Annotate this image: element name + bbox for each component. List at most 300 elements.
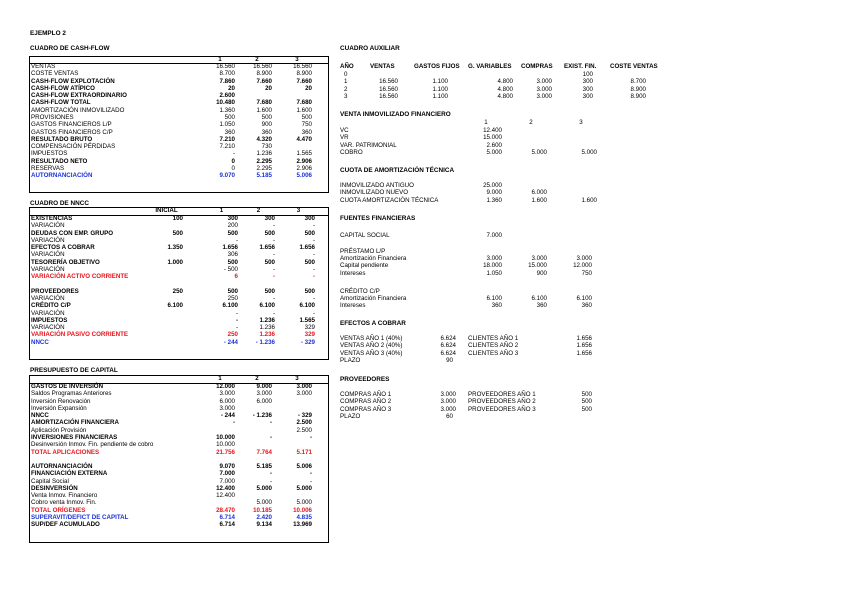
presupuesto-row-label: Desinversión Inmov. Fin. pendiente de cobro — [31, 441, 154, 449]
cashflow-row-label: PROVISIONES — [31, 113, 74, 121]
presupuesto-cell: - — [269, 470, 272, 478]
nncc-cell: - — [272, 222, 275, 230]
cashflow-cell: 2.295 — [256, 157, 272, 165]
cashflow-cell: 4.470 — [296, 135, 312, 143]
nncc-cell: - — [272, 251, 275, 259]
presupuesto-cell: 10.000 — [216, 433, 235, 441]
proveedores-row-label2: PROVEEDORES AÑO 1 — [468, 391, 536, 398]
credito-row-label: Intereses — [340, 302, 366, 310]
cashflow-cell: 0 — [231, 157, 235, 165]
cashflow-cell: 2.906 — [296, 157, 312, 165]
presupuesto-cell: 3.000 — [296, 383, 312, 390]
inmov-fin-col-header: 2 — [529, 119, 533, 126]
auxiliar-cell: 3.000 — [536, 92, 552, 100]
cashflow-cell: 8.700 — [219, 70, 235, 78]
auxiliar-col-header: VENTAS — [370, 63, 395, 70]
cashflow-cell: 2.600 — [219, 92, 235, 100]
cashflow-cell: 360 — [301, 128, 312, 136]
nncc-row-label: VARIACIÓN — [31, 236, 65, 244]
nncc-row-label: EXISTENCIAS — [31, 215, 73, 222]
nncc-row-label: VARIACIÓN PASIVO CORRIENTE — [31, 331, 129, 339]
nncc-cell: 1.000 — [167, 258, 183, 266]
presupuesto-row-label: SUP/DEF ACUMULADO — [31, 521, 100, 529]
presupuesto-row-label: TOTAL ORÍGENES — [31, 506, 86, 514]
cashflow-cell: 16.560 — [293, 63, 312, 70]
cashflow-cell: 7.210 — [219, 135, 235, 143]
presupuesto-cell: 13.969 — [293, 521, 312, 529]
amort-row-label: CUOTA AMORTIZACIÓN TÉCNICA — [340, 196, 439, 204]
cashflow-cell: 7.680 — [296, 99, 312, 107]
nncc-border — [29, 207, 329, 360]
amort-cell: 1.360 — [486, 196, 502, 204]
presupuesto-cell: 9.134 — [256, 521, 272, 529]
nncc-row-label: VARIACIÓN ACTIVO CORRIENTE — [31, 273, 129, 281]
presupuesto-col-header: 1 — [218, 375, 222, 382]
presupuesto-cell: - — [269, 433, 272, 441]
cashflow-cell: 16.560 — [253, 63, 272, 70]
prestamo-cell: 3.000 — [576, 255, 592, 262]
presupuesto-row-label: AUTORNANCIACIÓN — [31, 463, 93, 471]
presupuesto-row-label: NNCC — [31, 412, 49, 420]
nncc-row-label: EFECTOS A COBRAR — [31, 244, 95, 252]
efectos-plazo-label: PLAZO — [340, 356, 361, 364]
cashflow-cell: 500 — [224, 113, 235, 121]
auxiliar-cell: 8.900 — [630, 92, 646, 100]
cashflow-cell: 4.320 — [256, 135, 272, 143]
cashflow-cell: 500 — [261, 113, 272, 121]
amort-cell: 6.000 — [531, 189, 547, 197]
inmov-fin-cell: 2.600 — [486, 141, 502, 149]
credito-cell: 360 — [491, 302, 502, 310]
cashflow-row-label: CASH-FLOW ATÍPICO — [31, 84, 95, 92]
auxiliar-cell: 4.800 — [497, 78, 513, 86]
nncc-cell: - — [312, 265, 315, 273]
nncc-cell: 500 — [227, 229, 238, 237]
presupuesto-row-label: Cobro venta Inmov. Fin. — [31, 499, 97, 507]
efectos-cell2: 1.656 — [576, 349, 592, 357]
cashflow-cell: 1.600 — [256, 106, 272, 114]
proveedores-row-label2: PROVEEDORES AÑO 3 — [468, 405, 536, 413]
cashflow-cell: 7.680 — [256, 99, 272, 107]
nncc-cell: 1.236 — [259, 324, 275, 332]
auxiliar-cell: 16.560 — [379, 92, 398, 100]
presupuesto-cell: 5.000 — [256, 499, 272, 507]
nncc-row-label: VARIACIÓN — [31, 265, 65, 273]
cashflow-cell: 9.070 — [219, 172, 235, 180]
rule-line — [29, 63, 329, 64]
presupuesto-row-label: AMORTIZACIÓN FINANCIERA — [31, 419, 119, 427]
nncc-cell: 6.100 — [259, 302, 275, 310]
nncc-row-label: TESORERÍA OBJETIVO — [31, 258, 100, 266]
presupuesto-cell: 7.000 — [219, 470, 235, 478]
auxiliar-cell: 1 — [344, 78, 348, 86]
presupuesto-row-label: FINANCIACIÓN EXTERNA — [31, 470, 108, 478]
cashflow-cell: 1.050 — [219, 121, 235, 129]
nncc-cell: 100 — [172, 215, 183, 222]
presupuesto-row-label: DESINVERSIÓN — [31, 484, 78, 492]
nncc-row-label: VARIACIÓN — [31, 251, 65, 259]
nncc-cell: - — [235, 316, 238, 324]
inmov-fin-col-header: 3 — [579, 119, 583, 126]
nncc-row-label: VARIACIÓN — [31, 324, 65, 332]
auxiliar-cell: 0 — [344, 71, 348, 78]
nncc-row-label: PROVEEDORES — [31, 287, 79, 295]
presupuesto-row-label: Inversión Expansión — [31, 404, 87, 412]
nncc-cell: 500 — [264, 229, 275, 237]
auxiliar-cell: 1.100 — [432, 92, 448, 100]
auxiliar-col-header: COMPRAS — [521, 63, 553, 70]
proveedores-title: PROVEEDORES — [340, 376, 390, 383]
presupuesto-cell: 28.470 — [216, 506, 235, 514]
nncc-cell: 500 — [304, 229, 315, 237]
cashflow-cell: 500 — [301, 113, 312, 121]
presupuesto-cell: 6.000 — [256, 397, 272, 405]
nncc-cell: 1.565 — [299, 316, 315, 324]
auxiliar-cell: 300 — [582, 78, 593, 86]
auxiliar-cell: 8.700 — [630, 78, 646, 86]
efectos-cell2: 1.656 — [576, 335, 592, 342]
cashflow-cell: - — [232, 150, 235, 158]
proveedores-plazo-label: PLAZO — [340, 412, 361, 420]
prestamo-cell: 18.000 — [483, 262, 502, 270]
nncc-cell: 306 — [227, 251, 238, 259]
presupuesto-cell: 3.000 — [219, 390, 235, 398]
inmov-fin-cell: 5.000 — [581, 148, 597, 156]
inmov-fin-cell: 12.400 — [483, 127, 502, 134]
inmov-fin-row-label: COBRO — [340, 148, 363, 156]
presupuesto-cell: 5.000 — [296, 499, 312, 507]
auxiliar-cell: 2 — [344, 85, 348, 93]
nncc-cell: 500 — [227, 287, 238, 295]
presupuesto-cell: - — [232, 419, 235, 427]
presupuesto-row-label: GASTOS DE INVERSIÓN — [31, 383, 104, 390]
presupuesto-col-header: 2 — [255, 375, 259, 382]
cashflow-row-label: COMPENSACIÓN PÉRDIDAS — [31, 143, 116, 151]
efectos-title: EFECTOS A COBRAR — [340, 320, 406, 327]
presupuesto-cell: 3.000 — [256, 390, 272, 398]
nncc-col-header: INICIAL — [155, 207, 178, 214]
cashflow-border — [29, 56, 329, 193]
proveedores-row-label: COMPRAS AÑO 2 — [340, 398, 392, 406]
cashflow-cell: 750 — [301, 121, 312, 129]
cashflow-cell: 360 — [224, 128, 235, 136]
nncc-cell: - 244 — [223, 338, 238, 346]
presupuesto-cell: - — [269, 477, 272, 485]
presupuesto-cell: 3.000 — [296, 390, 312, 398]
presupuesto-cell: 6.714 — [219, 521, 235, 529]
nncc-cell: 500 — [264, 258, 275, 266]
presupuesto-cell: 2.500 — [296, 426, 312, 434]
presupuesto-row-label: SUPERAVIT/DEFICT DE CAPITAL — [31, 514, 129, 522]
efectos-row-label: VENTAS AÑO 1 (40%) — [340, 335, 403, 342]
auxiliar-cell: 1.100 — [432, 85, 448, 93]
presupuesto-cell: 21.756 — [216, 448, 235, 456]
auxiliar-col-header: AÑO — [340, 63, 354, 70]
nncc-cell: 6 — [234, 273, 238, 281]
nncc-row-label: CRÉDITO C/P — [31, 302, 71, 310]
proveedores-plazo-value: 60 — [446, 412, 453, 420]
prestamo-cell: 12.000 — [573, 262, 592, 270]
nncc-title: CUADRO DE NNCC — [30, 200, 89, 207]
nncc-cell: - — [235, 309, 238, 317]
cashflow-cell: 20 — [228, 84, 235, 92]
nncc-cell: - 329 — [300, 338, 315, 346]
amort-row-label: INMOVILIZADO ANTIGUO — [340, 182, 414, 189]
nncc-cell: 329 — [304, 324, 315, 332]
capital-social-value: 7.000 — [486, 232, 502, 239]
nncc-row-label: VARIACIÓN — [31, 222, 65, 230]
nncc-cell: 300 — [227, 215, 238, 222]
presupuesto-cell: - 244 — [220, 412, 235, 420]
efectos-cell: 6.624 — [440, 342, 456, 350]
presupuesto-row-label: INVERSIONES FINANCIERAS — [31, 433, 118, 441]
prestamo-cell: 750 — [581, 269, 592, 277]
presupuesto-row-label: Venta Inmov. Financiero — [31, 492, 98, 500]
nncc-cell: 500 — [304, 258, 315, 266]
proveedores-row-label: COMPRAS AÑO 3 — [340, 405, 392, 413]
nncc-cell: - — [235, 236, 238, 244]
nncc-col-header: 3 — [296, 207, 301, 214]
presupuesto-cell: 7.000 — [219, 477, 235, 485]
efectos-cell2: 1.656 — [576, 342, 592, 350]
cashflow-cell: 16.560 — [216, 63, 235, 70]
presupuesto-row-label: Saldos Programas Anteriores — [31, 390, 112, 398]
auxiliar-cell: 3 — [344, 92, 348, 100]
presupuesto-row-label: Aplicación Provisión — [31, 426, 87, 434]
nncc-cell: 250 — [172, 287, 183, 295]
presupuesto-cell: 9.070 — [219, 463, 235, 471]
nncc-cell: 329 — [304, 331, 315, 339]
presupuesto-row-label: Capital Social — [31, 477, 69, 485]
nncc-row-label: DEUDAS CON EMP. GRUPO — [31, 229, 114, 237]
cashflow-cell: 5.006 — [296, 172, 312, 180]
efectos-row-label: VENTAS AÑO 3 (40%) — [340, 349, 403, 357]
nncc-cell: 500 — [172, 229, 183, 237]
prestamo-row-label: Intereses — [340, 269, 366, 277]
cashflow-cell: 7.860 — [219, 77, 235, 85]
auxiliar-title: CUADRO AUXILIAR — [340, 45, 400, 52]
nncc-cell: - — [312, 309, 315, 317]
presupuesto-cell: 12.400 — [216, 492, 235, 500]
nncc-cell: - — [312, 236, 315, 244]
cashflow-cell: 900 — [261, 121, 272, 129]
amort-title: CUOTA DE AMORTIZACIÓN TÉCNICA — [340, 167, 455, 174]
credito-row-label: Amortización Financiera — [340, 295, 407, 302]
nncc-cell: 1.350 — [167, 244, 183, 252]
prestamo-title: PRÉSTAMO L/P — [340, 248, 386, 255]
amort-cell: 25.000 — [483, 182, 502, 189]
nncc-cell: - — [312, 222, 315, 230]
cashflow-row-label: RESULTADO NETO — [31, 157, 88, 165]
inmov-fin-title: VENTA INMOVILIZADO FINANCIERO — [340, 111, 451, 118]
credito-cell: 6.100 — [486, 295, 502, 302]
auxiliar-cell: 16.560 — [379, 85, 398, 93]
efectos-row-label2: CLIENTES AÑO 2 — [468, 342, 519, 350]
inmov-fin-col-header: 1 — [484, 119, 488, 126]
nncc-cell: 500 — [264, 287, 275, 295]
nncc-cell: 250 — [227, 295, 238, 303]
presupuesto-cell: 5.000 — [256, 484, 272, 492]
proveedores-row-label: COMPRAS AÑO 1 — [340, 391, 392, 398]
proveedores-cell2: 500 — [581, 391, 592, 398]
nncc-col-header: 1 — [219, 207, 224, 214]
efectos-row-label2: CLIENTES AÑO 3 — [468, 349, 519, 357]
auxiliar-cell: 4.800 — [497, 92, 513, 100]
nncc-col-header: 2 — [256, 207, 261, 214]
nncc-cell: 6.100 — [167, 302, 183, 310]
presupuesto-cell: 6.714 — [219, 514, 235, 522]
nncc-cell: - — [235, 324, 238, 332]
presupuesto-cell: - — [309, 470, 312, 478]
auxiliar-cell: 4.800 — [497, 85, 513, 93]
cashflow-row-label: RESULTADO BRUTO — [31, 135, 93, 143]
cashflow-cell: 7.660 — [256, 77, 272, 85]
cashflow-row-label: GASTOS FINANCIEROS L/P — [31, 121, 112, 129]
auxiliar-cell: 16.560 — [379, 78, 398, 86]
nncc-cell: 1.656 — [299, 244, 315, 252]
credito-title: CRÉDITO C/P — [340, 288, 380, 295]
cashflow-col-header: 2 — [255, 56, 259, 63]
cashflow-cell: 20 — [305, 84, 312, 92]
presupuesto-cell: - — [309, 433, 312, 441]
nncc-cell: 500 — [304, 287, 315, 295]
efectos-cell: 6.624 — [440, 349, 456, 357]
cashflow-cell: 7.210 — [219, 143, 235, 151]
cashflow-cell: 8.900 — [256, 70, 272, 78]
cashflow-cell: 1.360 — [219, 106, 235, 114]
proveedores-cell: 3.000 — [440, 398, 456, 406]
inmov-fin-cell: 5.000 — [531, 148, 547, 156]
presupuesto-cell: 10.006 — [293, 506, 312, 514]
nncc-cell: 250 — [227, 331, 238, 339]
nncc-cell: - — [272, 236, 275, 244]
efectos-row-label2: CLIENTES AÑO 1 — [468, 335, 519, 342]
nncc-cell: - — [312, 273, 315, 281]
amort-cell: 9.000 — [486, 189, 502, 197]
proveedores-cell2: 500 — [581, 398, 592, 406]
presupuesto-row-label: TOTAL APLICACIONES — [31, 448, 100, 456]
nncc-cell: 500 — [227, 258, 238, 266]
cashflow-cell: 5.185 — [256, 172, 272, 180]
prestamo-cell: 3.000 — [486, 255, 502, 262]
presupuesto-cell: 12.400 — [216, 484, 235, 492]
cashflow-cell: 1.236 — [256, 150, 272, 158]
cashflow-row-label: AMORTIZACIÓN INMOVILIZADO — [31, 106, 125, 114]
prestamo-cell: 1.050 — [486, 269, 502, 277]
presupuesto-cell: - — [309, 477, 312, 485]
presupuesto-border — [29, 375, 329, 543]
presupuesto-cell: 10.185 — [253, 506, 272, 514]
nncc-cell: 300 — [264, 215, 275, 222]
proveedores-cell2: 500 — [581, 405, 592, 413]
inmov-fin-row-label: VR — [340, 134, 349, 142]
cashflow-cell: 10.480 — [216, 99, 235, 107]
cashflow-col-header: 3 — [295, 56, 299, 63]
nncc-cell: - — [312, 251, 315, 259]
auxiliar-col-header: EXIST. FIN. — [564, 63, 597, 70]
cashflow-cell: 7.660 — [296, 77, 312, 85]
presupuesto-cell: 3.000 — [219, 404, 235, 412]
presupuesto-cell: - — [269, 419, 272, 427]
cashflow-row-label: AUTORNANCIACIÓN — [31, 172, 93, 180]
nncc-cell: - 1.236 — [255, 338, 275, 346]
cashflow-row-label: CASH-FLOW EXTRAORDINARIO — [31, 92, 127, 100]
cashflow-row-label: COSTE VENTAS — [31, 70, 79, 78]
presupuesto-cell: 5.006 — [296, 463, 312, 471]
presupuesto-row-label: Inversión Renovación — [31, 397, 91, 405]
nncc-row-label: VARIACIÓN — [31, 295, 65, 303]
cashflow-cell: 8.900 — [296, 70, 312, 78]
auxiliar-cell: 300 — [582, 85, 593, 93]
rule-line — [29, 383, 329, 384]
amort-cell: 1.600 — [531, 196, 547, 204]
cashflow-cell: 2.906 — [296, 164, 312, 172]
cashflow-row-label: VENTAS — [31, 63, 56, 70]
presupuesto-cell: 4.835 — [296, 514, 312, 522]
cashflow-row-label: CASH-FLOW EXPLOTACIÓN — [31, 77, 115, 85]
cashflow-row-label: RESERVAS — [31, 164, 65, 172]
auxiliar-cell: 3.000 — [536, 78, 552, 86]
prestamo-cell: 900 — [536, 269, 547, 277]
credito-cell: 6.100 — [576, 295, 592, 302]
cashflow-cell: 0 — [231, 164, 235, 172]
auxiliar-cell: 3.000 — [536, 85, 552, 93]
nncc-cell: 6.100 — [222, 302, 238, 310]
presupuesto-cell: - 329 — [297, 412, 312, 420]
auxiliar-col-header: COSTE VENTAS — [610, 63, 658, 70]
amort-row-label: INMOVILIZADO NUEVO — [340, 189, 409, 197]
inmov-fin-cell: 15.000 — [483, 134, 502, 142]
nncc-cell: 6.100 — [299, 302, 315, 310]
presupuesto-title: PRESUPUESTO DE CAPITAL — [30, 367, 118, 374]
auxiliar-col-header: G. VARIABLES — [468, 63, 512, 70]
nncc-row-label: NNCC — [31, 338, 49, 346]
nncc-cell: - — [272, 309, 275, 317]
nncc-cell: - — [272, 265, 275, 273]
efectos-cell: 6.624 — [440, 335, 456, 342]
presupuesto-cell: - 1.236 — [252, 412, 272, 420]
inmov-fin-cell: 5.000 — [486, 148, 502, 156]
proveedores-cell: 3.000 — [440, 391, 456, 398]
prestamo-cell: 15.000 — [528, 262, 547, 270]
presupuesto-cell: 7.764 — [256, 448, 272, 456]
page-title: EJEMPLO 2 — [30, 30, 66, 37]
presupuesto-cell: 10.000 — [216, 441, 235, 449]
presupuesto-cell: 2.420 — [256, 514, 272, 522]
presupuesto-cell: 5.000 — [296, 484, 312, 492]
cashflow-row-label: IMPUESTOS — [31, 150, 68, 158]
prestamo-row-label: Amortización Financiera — [340, 255, 407, 262]
nncc-row-label: IMPUESTOS — [31, 316, 68, 324]
amort-cell: 1.600 — [581, 196, 597, 204]
cashflow-cell: 360 — [261, 128, 272, 136]
nncc-cell: - — [312, 295, 315, 303]
auxiliar-cell: 300 — [582, 92, 593, 100]
nncc-cell: - — [272, 295, 275, 303]
presupuesto-cell: 5.185 — [256, 463, 272, 471]
cashflow-title: CUADRO DE CASH-FLOW — [30, 45, 110, 52]
nncc-cell: 1.656 — [259, 244, 275, 252]
auxiliar-cell: 100 — [582, 71, 593, 78]
auxiliar-cell: 1.100 — [432, 78, 448, 86]
auxiliar-cell: 8.900 — [630, 85, 646, 93]
cashflow-row-label: GASTOS FINANCIEROS C/P — [31, 128, 113, 136]
rule-line — [29, 215, 329, 216]
nncc-cell: 1.656 — [222, 244, 238, 252]
presupuesto-cell: 6.000 — [219, 397, 235, 405]
cashflow-cell: 1.600 — [296, 106, 312, 114]
proveedores-cell: 3.000 — [440, 405, 456, 413]
